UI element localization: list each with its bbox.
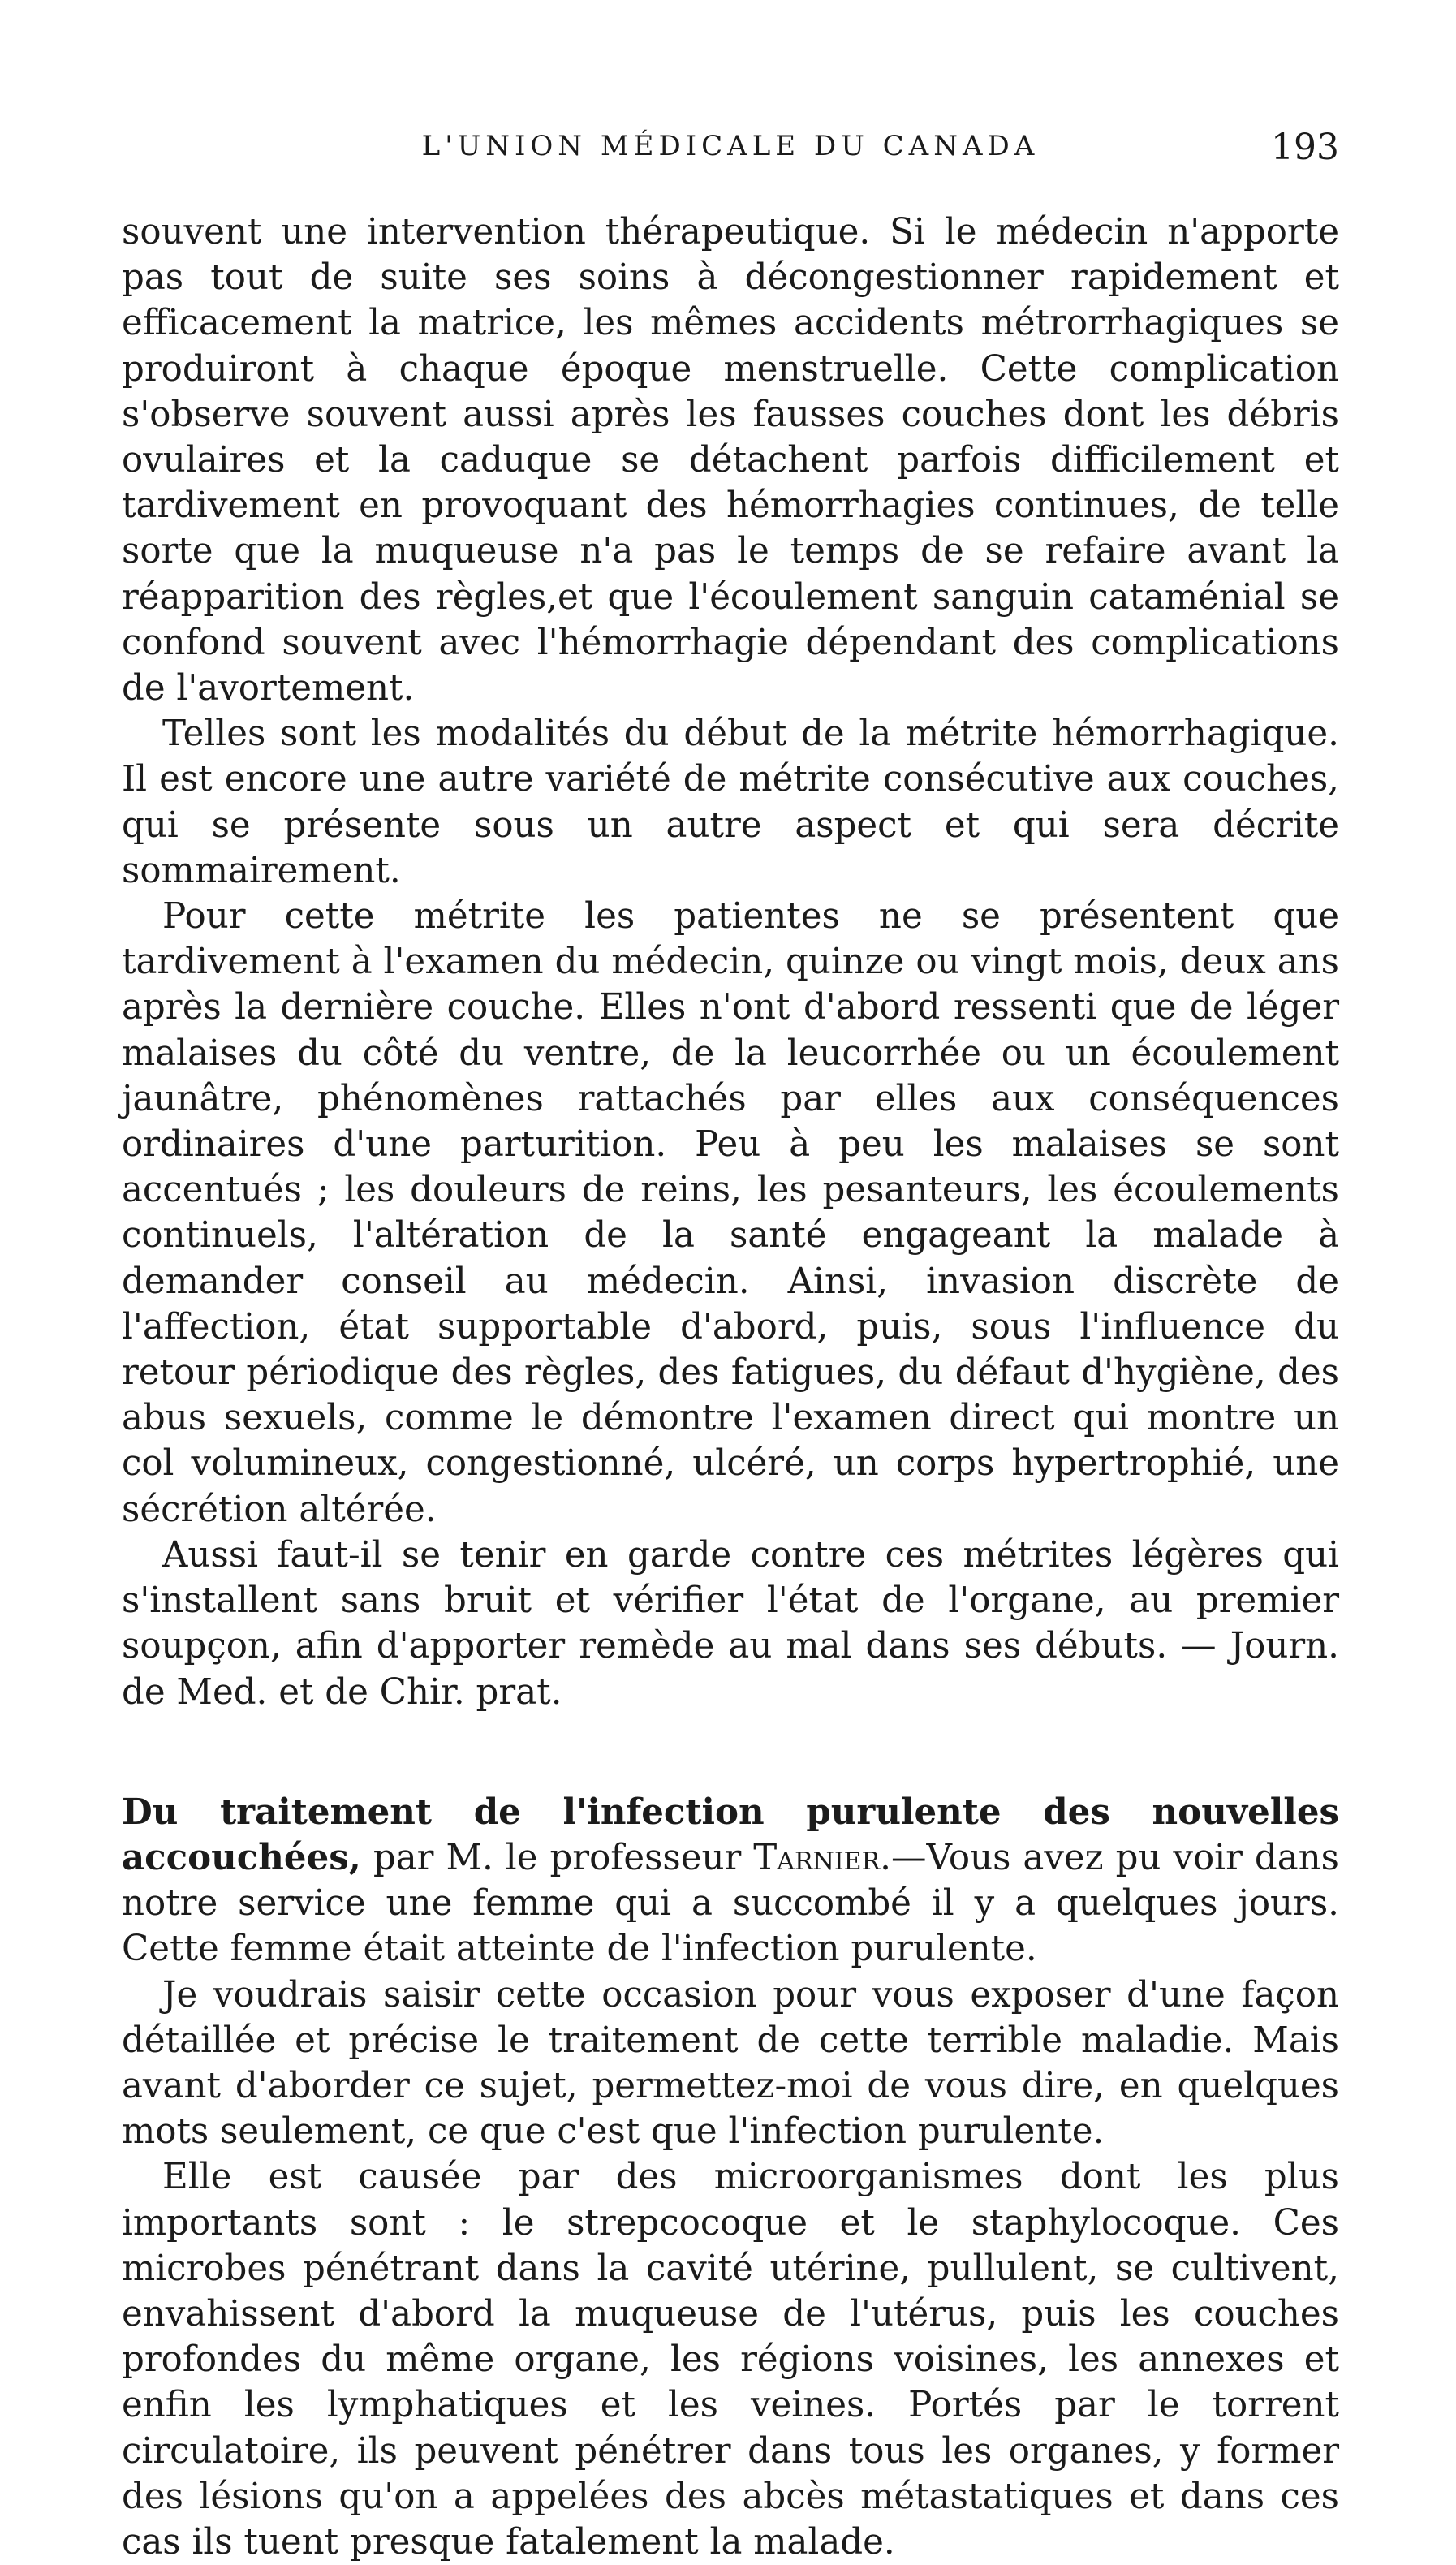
paragraph: Je voudrais saisir cette occasion pour vous exposer d'une façon détaillée et précise le traitement de cette terrible maladie. Mais avant d'aborder ce sujet, permettez-moi de vous dire, en quelques mots seulement, ce que c'est que l'infection purulente.	[122, 1974, 1339, 2153]
article-intro: .—Vous avez pu voir dans notre service une femme qui a succombé il y a quelques jours. Cette femme était atteinte de l'infection purulente.	[122, 1837, 1339, 1970]
section-gap	[122, 1715, 1339, 1790]
article-title: Du traitement de l'infection purulente des nouvelles accouchées,	[122, 1791, 1339, 1878]
author-name: Tarnier	[753, 1837, 881, 1878]
paragraph: souvent une intervention thérapeutique. Si le médecin n'apporte pas tout de suite ses soins à décongestionner rapidement et efficacement la matrice, les mêmes accidents métrorrhagiques se produiront à chaque époque menstruelle. Cette complication s'observe souvent aussi après les fausses couches dont les débris ovulaires et la caduque se détachent parfois difficilement et tardivement en provoquant des hémorrhagies continues, de telle sorte que la muqueuse n'a pas le temps de se refaire avant la réapparition des règles,et que l'écoulement sanguin cataménial se confond souvent avec l'hémorrhagie dépendant des complications de l'avortement.	[122, 212, 1339, 709]
page-header	[122, 127, 1339, 179]
article-metrite-continuation	[122, 209, 1339, 1715]
paragraph: Pour cette métrite les patientes ne se présentent que tardivement à l'examen du médecin, quinze ou vingt mois, deux ans après la dernière couche. Elles n'ont d'abord ressenti que de léger malaises du côté du ventre, de la leucorrhée ou un écoulement jaunâtre, phénomènes rattachés par elles aux conséquences ordinaires d'une parturition. Peu à peu les malaises se sont accentués ; les douleurs de reins, les pesanteurs, les écoulements continuels, l'altération de la santé engageant la malade à demander conseil au médecin. Ainsi, invasion discrète de l'affection, état supportable d'abord, puis, sous l'influence du retour périodique des règles, des fatigues, du défaut d'hygiène, des abus sexuels, comme le démontre l'examen direct qui montre un col volumineux, congestionné, ulcéré, un corps hypertrophié, une sécrétion altérée.	[122, 896, 1339, 1530]
running-head: L'UNION MÉDICALE DU CANADA	[421, 130, 1040, 162]
article-heading-paragraph	[122, 1790, 1339, 1972]
article-byline: par M. le professeur	[360, 1837, 754, 1878]
article-infection-purulente	[122, 1790, 1339, 2565]
page-number: 193	[1271, 127, 1339, 168]
paragraph: Telles sont les modalités du début de la métrite hémorrhagique. Il est encore une autre variété de métrite consécutive aux couches, qui se présente sous un autre aspect et qui sera décrite sommairement.	[122, 713, 1339, 891]
paragraph: Elle est causée par des microorganismes dont les plus importants sont : le strepcocoque et le staphylocoque. Ces microbes pénétrant dans la cavité utérine, pullulent, se cultivent, envahissent d'abord la muqueuse de l'utérus, puis les couches profondes du même organe, les régions voisines, les annexes et enfin les lymphatiques et les veines. Portés par le torrent circulatoire, ils peuvent pénétrer dans tous les organes, y former des lésions qu'on a appelées des abcès métastatiques et dans ces cas ils tuent presque fatalement la malade.	[122, 2157, 1339, 2563]
page-body	[122, 209, 1339, 2565]
paragraph: Aussi faut-il se tenir en garde contre ces métrites légères qui s'installent sans bruit et vérifier l'état de l'organe, au premier soupçon, afin d'apporter remède au mal dans ses débuts. — Journ. de Med. et de Chir. prat.	[122, 1534, 1339, 1713]
